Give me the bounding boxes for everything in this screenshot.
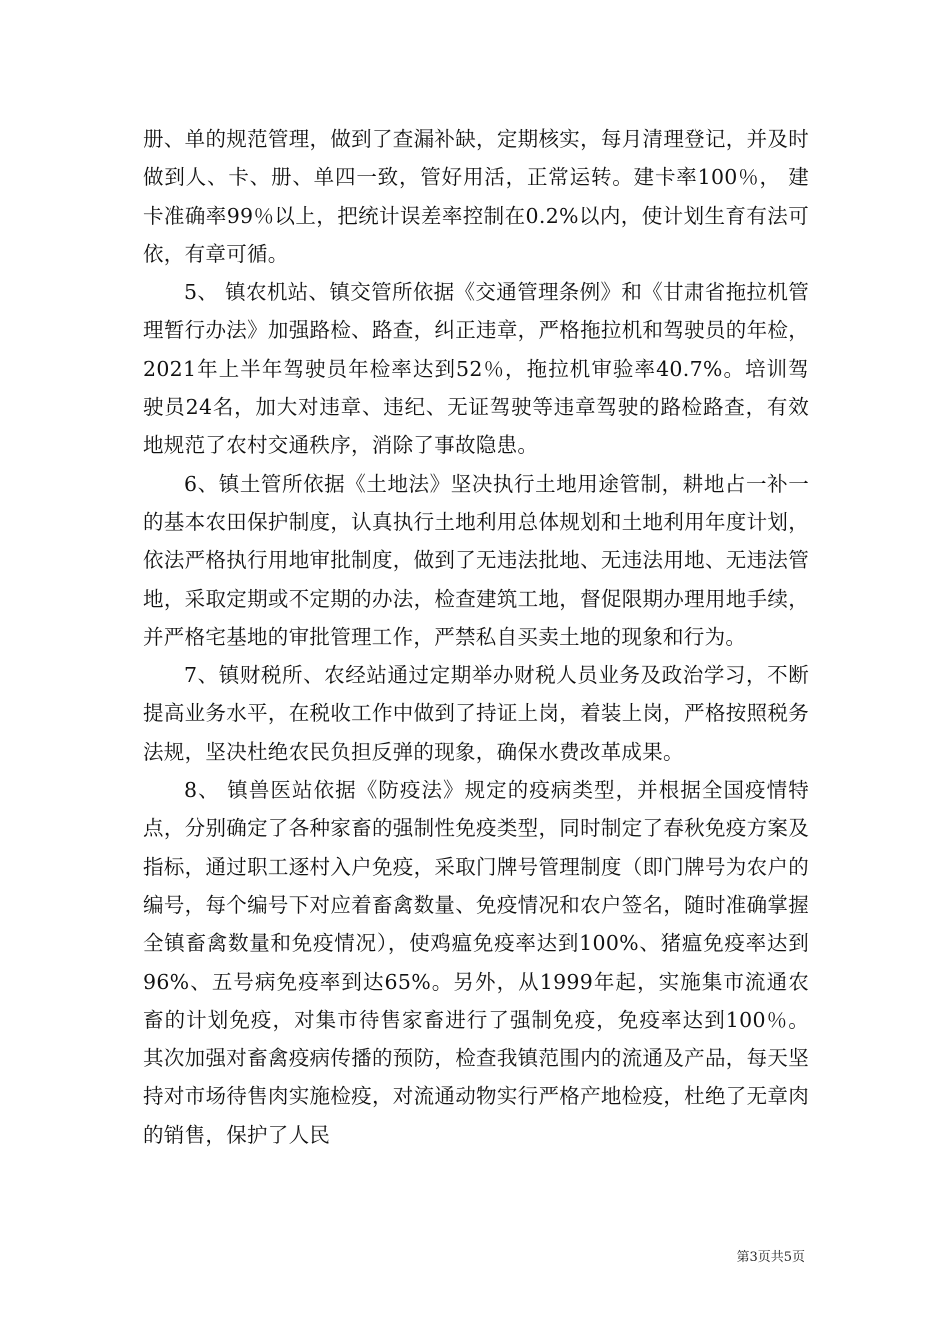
page-number-footer: 第3页共5页	[736, 1250, 805, 1265]
document-body	[143, 120, 809, 1154]
paragraph-item-7: 7、镇财税所、农经站通过定期举办财税人员业务及政治学习，不断提高业务水平，在税收工作中做到了持证上岗，着装上岗，严格按照税务法规，坚决杜绝农民负担反弹的现象，确保水费改革成果。	[143, 663, 809, 764]
paragraph-item-5: 5、 镇农机站、镇交管所依据《交通管理条例》和《甘肃省拖拉机管理暂行办法》加强路检、路查，纠正违章，严格拖拉机和驾驶员的年检，2021年上半年驾驶员年检率达到52％，拖拉机审验率40.7%。培训驾驶员24名，加大对违章、违纪、无证驾驶等违章驾驶的路检路查，有效地规范了农村交通秩序，消除了事故隐患。	[143, 280, 809, 458]
paragraph-continuation: 册、单的规范管理，做到了查漏补缺，定期核实，每月清理登记，并及时做到人、卡、册、单四一致，管好用活，正常运转。建卡率100％， 建卡准确率99％以上，把统计误差率控制在0.2%以内，使计划生育有法可依，有章可循。	[143, 127, 809, 266]
paragraph-item-6: 6、镇土管所依据《土地法》坚决执行土地用途管制，耕地占一补一的基本农田保护制度，认真执行土地利用总体规划和土地利用年度计划，依法严格执行用地审批制度，做到了无违法批地、无违法用地、无违法管地，采取定期或不定期的办法，检查建筑工地，督促限期办理用地手续，并严格宅基地的审批管理工作，严禁私自买卖土地的现象和行为。	[143, 471, 809, 649]
paragraph-item-8: 8、 镇兽医站依据《防疫法》规定的疫病类型，并根据全国疫情特点，分别确定了各种家畜的强制性免疫类型，同时制定了春秋免疫方案及指标，通过职工逐村入户免疫，采取门牌号管理制度（即门牌号为农户的编号，每个编号下对应着畜禽数量、免疫情况和农户签名，随时准确掌握全镇畜禽数量和免疫情况），使鸡瘟免疫率达到100%、猪瘟免疫率达到96%、五号病免疫率到达65%。另外，从1999年起，实施集市流通农畜的计划免疫，对集市待售家畜进行了强制免疫，免疫率达到100％。 其次加强对畜禽疫病传播的预防，检查我镇范围内的流通及产品，每天坚持对市场待售肉实施检疫，对流通动物实行严格产地检疫，杜绝了无章肉的销售，保护了人民	[143, 778, 809, 1147]
